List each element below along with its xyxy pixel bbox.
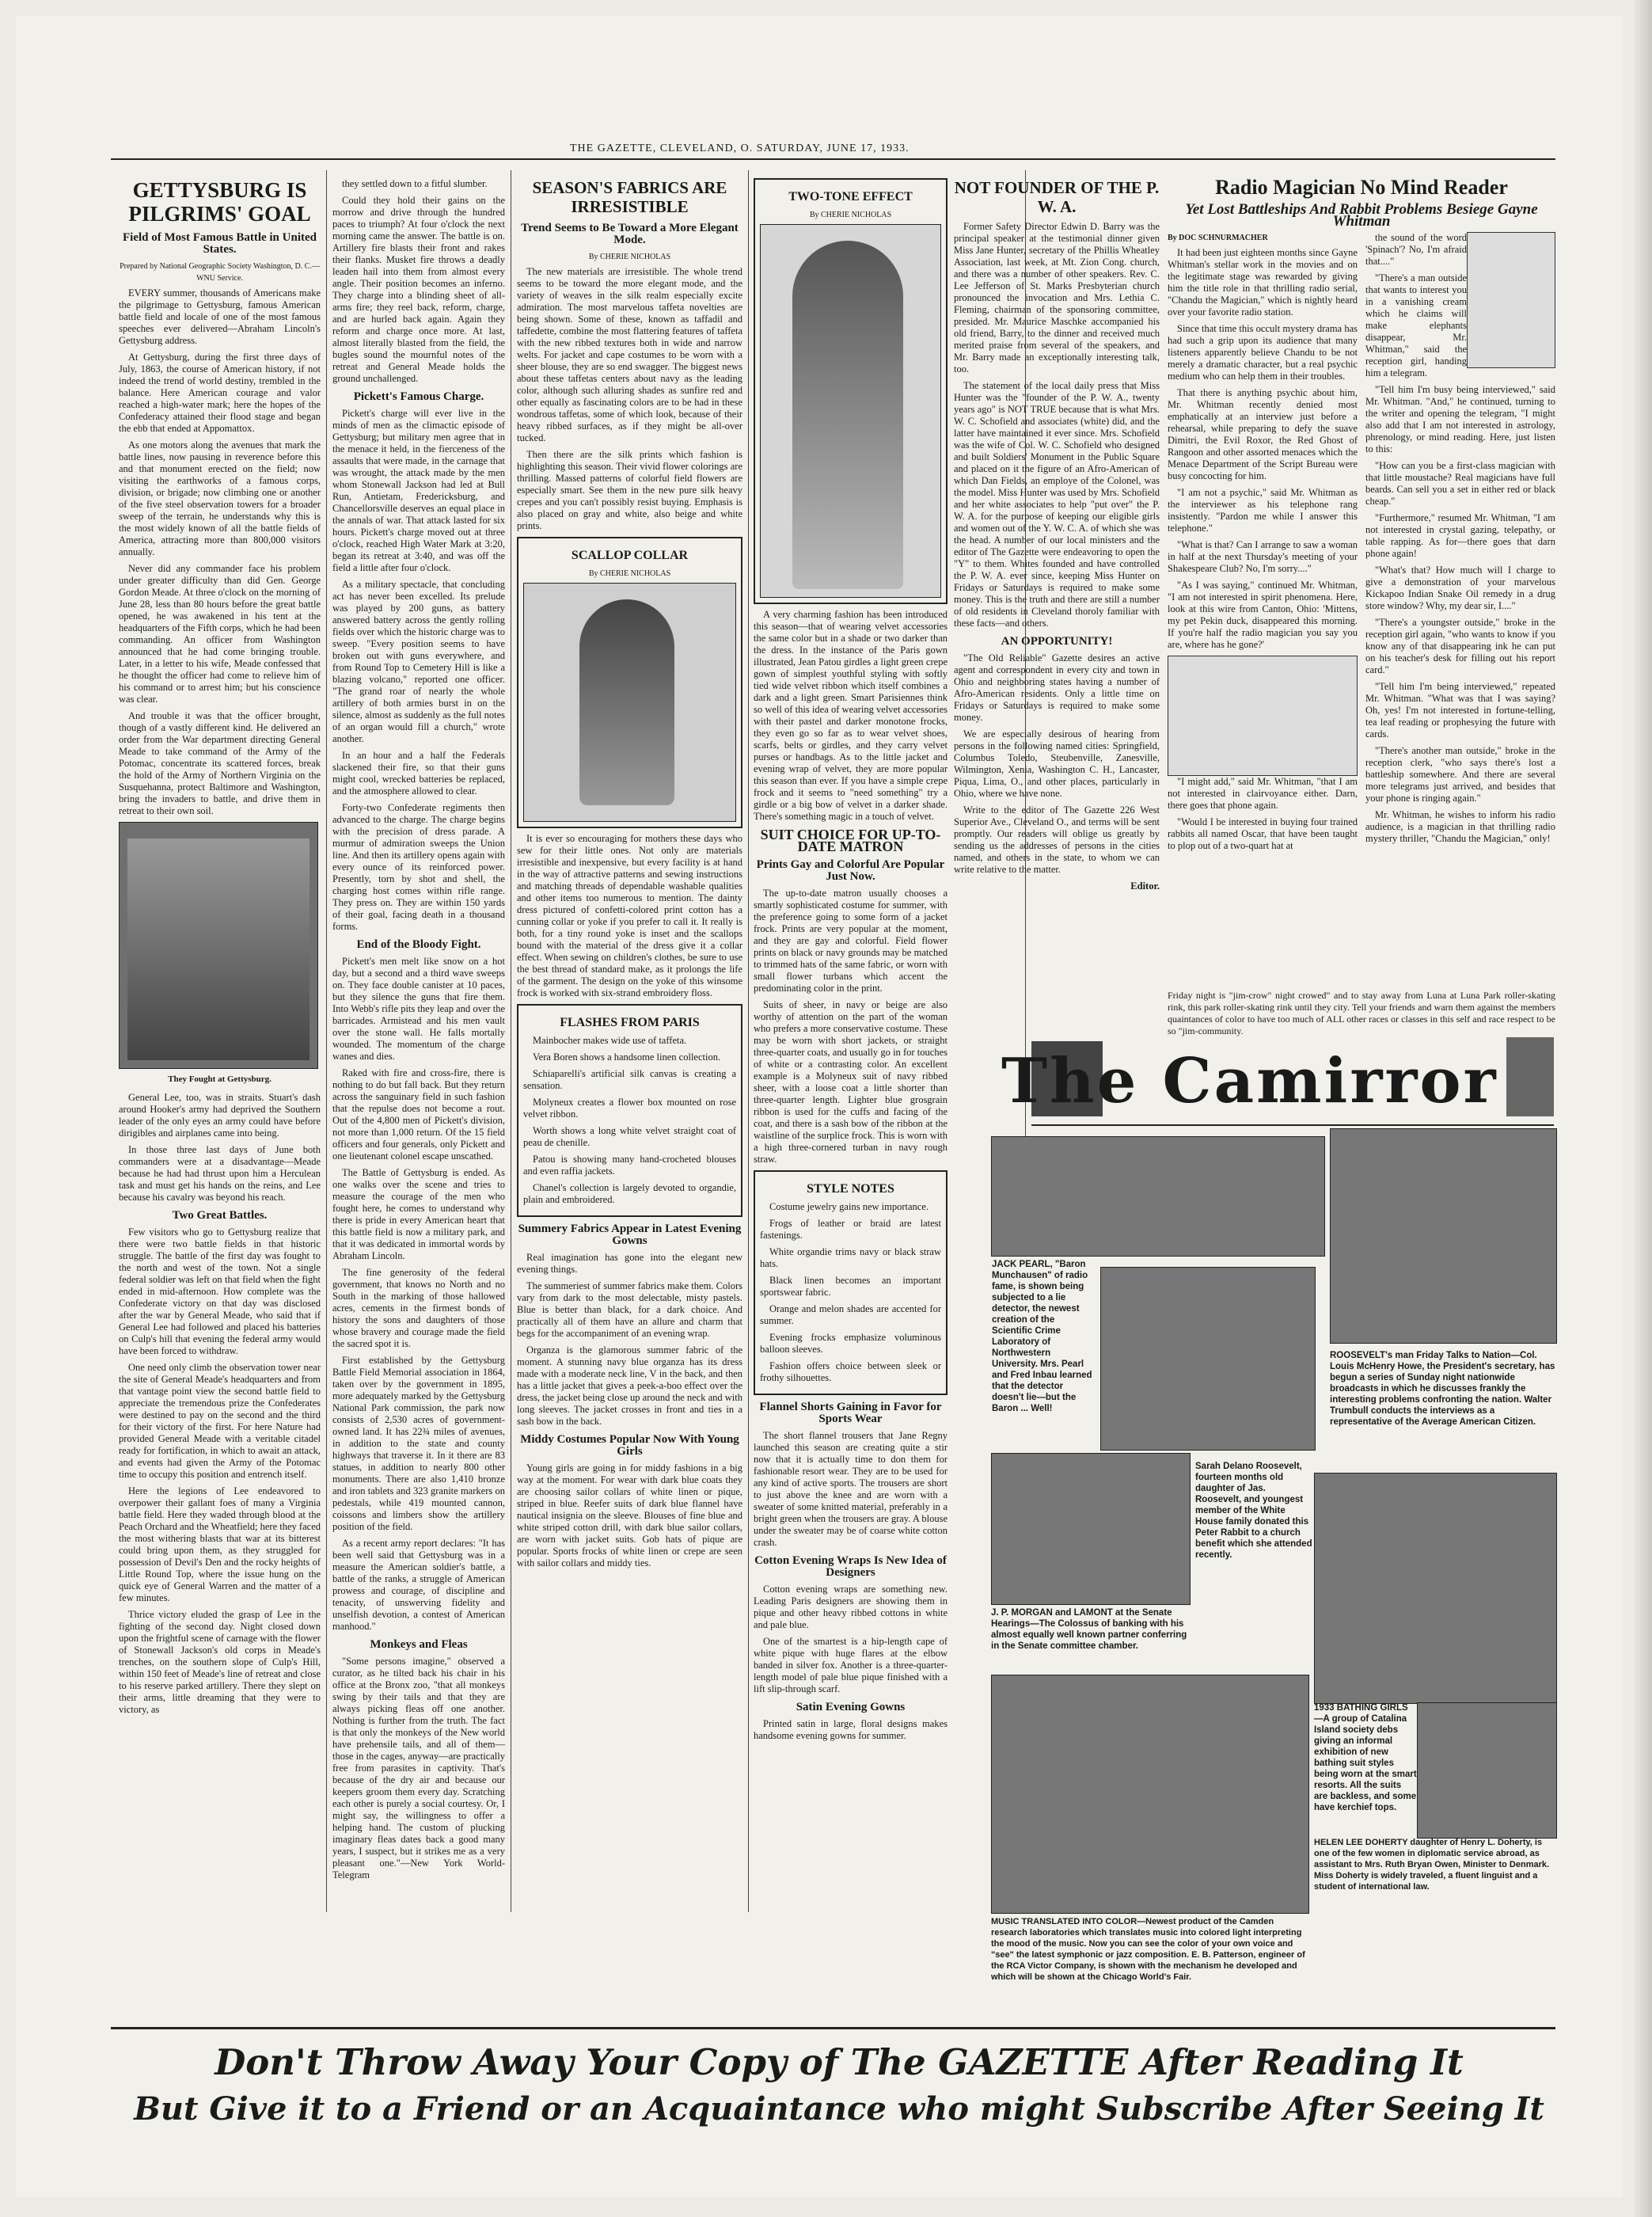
photo-helen-doherty	[1417, 1702, 1557, 1839]
box-title: STYLE NOTES	[807, 1182, 894, 1196]
list-item: Molyneux creates a flower box mounted on rose velvet ribbon.	[523, 1097, 736, 1120]
paragraph: As a military spectacle, that concluding act has never been excelled. Its prelude was played by 200 guns, as battery answered battery across the gently rolling fields over which the historic charge was to sweep. "Every position seems to have broken out with guns everywhere, and from Round Top to Cemetery Hill is like a blazing volcano," reported one officer. "The grand roar of nearly the whole artillery of both armies burst in on the silence, almost as suddenly as the full notes of an organ would fill a church," wrote another.	[332, 579, 506, 744]
paragraph: As one motors along the avenues that mark the battle lines, now pausing in reverence before this and that monument erected on the field; now visiting the earthworks of a famous corps, division, or brigade; now climbing one or another of the five steel observation towers for a broader sweep of the terrain, he understands why this is the most widely known of all the battle fields of America, attracting more than 800,000 visitors annually.	[119, 439, 321, 557]
paragraph: The new materials are irresistible. The whole trend seems to be toward the more elegant mode, and the variety of weaves in the silk realm especially excite admiration. The most marvelous taffeta novelties are being shown. Some of these, known as taffadil and taffedette, combine the most flattering features of taffeta with the new ribbed textures both in wide and narrow welts. For jacket and cape costumes to be worn with a sheer blouse, they are so end swagger. The biggest news about these taffetas centers about navy as the leading color, although such alluring shades as sunfire red and other equally as fascinating colors are to be had in these wondrous taffetas, some of which look, because of their heavy ribbed surfaces, as if they might be all-over tucked.	[517, 266, 742, 443]
list-item: Worth shows a long white velvet straight coat of peau de chenille.	[523, 1125, 736, 1148]
paragraph: One of the smartest is a hip-length cape of white pique with huge flares at the elbow banded in silver fox. Another is a three-quarter-length model of pale blue pique finished with a lift slip-through scarf.	[754, 1636, 948, 1694]
section-heading: Middy Costumes Popular Now With Young Girls	[520, 1433, 739, 1458]
paragraph: "The Old Reliable" Gazette desires an active agent and correspondent in every city and town in Ohio and neighboring states having a number of Afro-American residents. Only a little time on Fridays or Saturdays is required to make some money.	[954, 652, 1160, 723]
paragraph: "As I was saying," continued Mr. Whitman, "I am not interested in spirit phenomena. Here, look at this wire from Canton, Ohio: 'Mittens, my pet Pekin duck, disappeared this morning. If you're half the radio magician you say you are, where has he gone?'	[1168, 580, 1358, 650]
photo-sarah-roosevelt	[1100, 1267, 1316, 1451]
section-heading: Monkeys and Fleas	[370, 1638, 468, 1651]
photo-caption: They Fought at Gettysburg.	[168, 1074, 272, 1084]
article-subtitle: Field of Most Famous Battle in United States.	[123, 231, 317, 256]
box-byline: By CHERIE NICHOLAS	[809, 211, 892, 219]
paragraph: they settled down to a fitful slumber.	[342, 178, 488, 189]
paragraph: At Gettysburg, during the first three days of July, 1863, the course of American history, if not indeed the trend of world destiny, trembled in the balance. Here American courage and valor reached a high-water mark; here the hopes of the Confederacy attained their flood stage and began the ebb that ended at Appomattox.	[119, 352, 321, 434]
article-byline: By CHERIE NICHOLAS	[588, 253, 671, 261]
caption-jack-pearl: JACK PEARL, "Baron Munchausen" of radio fame, is shown being subjected to a lie detector, the newest creation of the Scientific Crime Laboratory of Northwestern University. Mrs. Pearl and Fred Inbau learned that the detector doesn't lie—but the Baron ... Well!	[992, 1260, 1092, 1413]
paragraph: Real imagination has gone into the elegant new evening things.	[517, 1252, 742, 1275]
paragraph: General Lee, too, was in straits. Stuart's dash around Hooker's army had deprived the Southern leader of the only eyes an army could have before dirigibles and airplanes came into being.	[119, 1092, 321, 1139]
column-rule	[748, 170, 749, 1912]
paragraph: A very charming fashion has been introduced this season—that of wearing velvet accessories the same color but in a shade or two darker than the dress. In the instance of the Paris gown illustrated, Jean Patou girdles a light green crepe gown of simplest youthful styling with softly tied wide velvet ribbon which itself combines a dark and a light green. Smart Parisiennes think so well of this idea of wearing velvet accessories with their pastel and darker monotone frocks, they even go so far as to wear velvet shoes, scarfs, belts or girdles, and they carry velvet purses or handbags. As to the little jacket and evening wrap of velvet, they are more popular this season than ever. If you have a simple crepe frock and it seems to "need something" try a girdle or a big bow of velvet in a darker shade. There's something magic in a touch of velvet.	[754, 609, 948, 822]
photo-woman-gown	[760, 224, 941, 598]
paragraph: Pickett's charge will ever live in the minds of men as the climactic episode of Gettysburg; but military men agree that in the menace it held, in the fierceness of the assaults that were made, in the carnage that was wrought, the attack made by the men whom Stonewall Jackson had led at Bull Run, Antietam, Fredericksburg, and Chancellorsville deserves an equal place in the annals of war. That attack lasted for six hours. Pickett's charge moved out at three o'clock, reached High Water Mark at 3:20, began its retreat at 3:40, and was off the field a little after four o'clock.	[332, 408, 505, 573]
caption-helen-doherty: HELEN LEE DOHERTY daughter of Henry L. Doherty, is one of the few women in diplomatic service abroad, as assistant to Mrs. Ruth Bryan Owen, Minister to Denmark. Miss Doherty is widely traveled, a fluent linguist and a student of international law.	[1314, 1838, 1550, 1892]
paragraph: "Tell him I'm being interviewed," repeated Mr. Whitman. "What was that I was saying? Oh, yes! I'm not interested in fortune-telling, tea leaf reading or prophesying the future with cards.	[1365, 681, 1555, 740]
article-title: NOT FOUNDER OF THE P. W. A.	[954, 178, 1160, 216]
section-subheading: Prints Gay and Colorful Are Popular Just Now.	[756, 858, 945, 883]
list-item: Evening frocks emphasize voluminous balloon sleeves.	[760, 1332, 941, 1355]
camirror-title: The Camirror	[1001, 1045, 1498, 1117]
style-notes-box	[754, 1170, 948, 1395]
paragraph: The statement of the local daily press that Miss Hunter was the "founder of the P. W. A., twenty years ago" is NOT TRUE because that is what Mrs. W. C. Schofield and associates (white) did, and the latter have maintained it ever since. Mrs. Schofield was the wife of Col. W. C. Schofield who designed and built Soldiers' Monument in the Public Square and placed on it the figure of an Afro-American of which Dan Fields, an employe of the Colonel, was the model. Miss Hunter was used by Mrs. Schofield and her white associates to help "put over" the P. W. A. for the purpose of keeping our eligible girls and women out of the Y. W. C. A. of which she was the head. A number of our local ministers and the editor of The Gazette were endeavoring to open the "Y" to them. Whites founded and have controlled the P. W. A. ever since, keeping Miss Hunter on Fridays or Saturdays is required to make some money. This is the truth and there are still a number of old residents in Cleveland thoroly familiar with these facts—and others.	[954, 380, 1160, 629]
list-item: Schiaparelli's artificial silk canvas is creating a sensation.	[523, 1068, 736, 1091]
photo-bathing-girls	[1314, 1473, 1557, 1704]
paragraph: Few visitors who go to Gettysburg realize that there were two battle fields in that historic struggle. The battle of the first day was fought to the north and west of the town. Not a single federal soldier was left on that field when the fight ended in mid-afternoon. How complete was the Confederate victory on that day was disclosed after the war by General Meade, who said that if General Lee had followed and placed his batteries on Culp's hill that evening the federal army would have been forced to withdraw.	[119, 1226, 321, 1356]
list-item: Costume jewelry gains new importance.	[769, 1201, 929, 1212]
paragraph: "How can you be a first-class magician with that little moustache? Real magicians have full beards. Can sell you a set in either red or black cheap."	[1365, 460, 1555, 507]
top-rule	[111, 158, 1555, 160]
paragraph: Forty-two Confederate regiments then advanced to the charge. The charge begins with the precision of dress parade. A murmur of admiration sweeps the Union line. And then its artillery opens again with every ounce of its reinforced power. Presently, torn by shot and shell, the charging host comes within rifle range. They press on. They are within 150 yards of their goal, facing death in a thousand forms.	[332, 802, 505, 932]
paragraph: Cotton evening wraps are something new. Leading Paris designers are showing them in pique and other heavy ribbed cottons in white and pale blue.	[754, 1584, 948, 1630]
paragraph: the sound of the word 'Spinach'? No, I'm afraid that...."	[1365, 232, 1467, 267]
box-byline: By CHERIE NICHOLAS	[588, 569, 671, 578]
paragraph: "There's a man outside that wants to interest you in a vanishing cream which he claims will make elephants disappear, Mr. Whitman," said the reception girl, handing him a telegram.	[1365, 272, 1467, 378]
paragraph: "Some persons imagine," observed a curator, as he tilted back his chair in his office at the Bronx zoo, "that all monkeys swing by their tails and that they are always picking fleas off one another. Nothing is further from the truth. The fact is that only the monkeys of the New world have prehensile tails, and all of them—those in the cages, anyway—are practically free from parasites in captivity. That's because of the dry air and because our keepers groom them every day. Scratching each other is purely a social courtesy. Or, I might say, the willingness to offer a helping hand. The custom of plucking imaginary fleas dates back a good many years, I suspect, but it strikes me as a very pleasant one."—New York World-Telegram	[332, 1656, 505, 1880]
paragraph: Since that time this occult mystery drama has had such a grip upon its audience that many listeners apparently believe Chandu to be not merely a dramatic character, but a real psychic medium who can help them in their troubles.	[1168, 323, 1358, 382]
paragraph: "What is that? Can I arrange to saw a woman in half at the next Thursday's meeting of your Shakespeare Club? No, I'm sorry...."	[1168, 539, 1358, 574]
paragraph: The fine generosity of the federal government, that knows no North and no South in the marking of those hallowed acres, cements in the firmest bonds of history the sons and daughters of those whose bravery and courage made the field the sacred spot it is.	[332, 1267, 505, 1349]
paragraph: Organza is the glamorous summer fabric of the moment. A stunning navy blue organza has its dress made with a moderate neck line, V in the back, and then has a little jacket that gives a peek-a-boo effect over the dress, the jacket being close up around the neck and with long sleeves. The jacket crosses in front and ties in a sash bow in the back.	[517, 1344, 742, 1427]
paragraph: Thrice victory eluded the grasp of Lee in the fighting of the second day. Night closed down upon the frightful scene of carnage with the flower of Stonewall Jackson's old corps in Meade's trenches, on the southern slope of Culp's Hill, within 150 feet of Meade's line of retreat and close to his reserve parked artillery. There they slept on their arms, little dreaming that they were to victory, as	[119, 1609, 321, 1715]
paragraph: Suits of sheer, in navy or beige are also worthy of attention on the part of the woman who prefers a more conservative costume. These may be worn with short jackets, or straight three-quarter coats, and usually go in for touches of white or a contrasting color. An excellent example is a Molyneux suit of navy ribbed sheer, with a loose coat a little shorter than three-quarter length. Lighter blue grosgrain ribbon is used for the cuffs and facing of the coat, and there is a sash bow of the ribbon at the waistline of the surplice frock. This is worn with a high three-cornered turban in navy rough straw.	[754, 999, 948, 1165]
paragraph: Write to the editor of The Gazette 226 West Superior Ave., Cleveland O., and terms will be sent promptly. Our readers will oblige us greatly by sending us the addresses of persons in the cities named, and others in the state, to whom we can write relative to the matter.	[954, 804, 1160, 875]
photo-gettysburg-veterans	[119, 822, 318, 1069]
caption-sarah-roosevelt: Sarah Delano Roosevelt, fourteen months old daughter of Jas. Roosevelt, and youngest member of the White House family donated this Peter Rabbit to a church benefit which she attended recently.	[1195, 1462, 1312, 1560]
section-heading: Flannel Shorts Gaining in Favor for Sports Wear	[759, 1401, 942, 1425]
paragraph: The up-to-date matron usually chooses a smartly sophisticated costume for summer, with the preference going to some form of a jacket frock. Prints are very popular at the moment, and they are gay and colorful. Field flower prints on black or navy grounds may be matched to trimmed hats of the same fabric, or worn with small flower turbans which accent the predominating color in the print.	[754, 888, 948, 994]
paragraph: In an hour and a half the Federals slackened their fire, so that their guns might cool, wrecked batteries be replaced, and the atmosphere allowed to clear.	[332, 750, 505, 797]
box-title: FLASHES FROM PARIS	[560, 1016, 700, 1029]
article-subtitle: Trend Seems to Be Toward a More Elegant Mode.	[521, 222, 739, 246]
paragraph: Mr. Whitman, he wishes to inform his radio audience, is a magician in that thrilling radio mystery thriller, "Chandu the Magician," only!	[1365, 809, 1555, 844]
paragraph: "There's another man outside," broke in the reception clerk, "who says there's lost a battleship somewhere. And there are several more telegrams just arrived, and besides that your phone is ringing again."	[1365, 745, 1555, 804]
paragraph: EVERY summer, thousands of Americans make the pilgrimage to Gettysburg, famous American battle field and locale of one of the most famous speeches ever delivered—Abraham Lincoln's Gettysburg address.	[119, 287, 321, 346]
section-heading: Two Great Battles.	[172, 1209, 268, 1222]
paragraph: Pickett's men melt like snow on a hot day, but a second and a third wave sweeps on. They face double canister at 10 paces, but they silence the guns that fire them. Into Webb's rifle pits they leap and over the barricades. Armistead and his men vault over the stone wall. He falls mortally wounded. The momentum of the charge wanes and dies.	[332, 956, 505, 1062]
column-gettysburg	[119, 178, 321, 1920]
list-item: Frogs of leather or braid are latest fastenings.	[760, 1218, 941, 1241]
article-byline: By DOC SCHNURMACHER	[1168, 234, 1268, 242]
banner-line-1: Don't Throw Away Your Copy of The GAZETTE After Reading It	[215, 2041, 1464, 2083]
list-item: Vera Boren shows a handsome linen collection.	[533, 1051, 721, 1063]
photo-morgan-lamont	[991, 1453, 1191, 1605]
photo-jack-pearl	[991, 1136, 1325, 1257]
column-fabrics	[517, 178, 742, 1920]
paragraph: One need only climb the observation tower near the site of General Meade's headquarters and from that vantage point view the second battle field to appreciate the tremendous prize the Confederates were destined to pay on the second and the third for their victory of the first. For here Nature had provided General Meade with a veritable citadel ready for fortification, in which to await an attack, and events had given the Army of the Potomac time to occupy this position and entrench itself.	[119, 1362, 321, 1480]
paragraph: "Furthermore," resumed Mr. Whitman, "I am not interested in crystal gazing, telepathy, or table rapping. As for—there goes that darn phone again!	[1365, 512, 1555, 559]
article-credit: Prepared by National Geographic Society Washington, D. C.—WNU Service.	[120, 262, 320, 283]
section-heading: AN OPPORTUNITY!	[1001, 635, 1113, 648]
paragraph: Young girls are going in for middy fashions in a big way at the moment. For wear with dark blue coats they are choosing sailor collars of white linen or pique, striped in blue. Reefer suits of dark blue flannel have nautical insignia on the sleeve. Blouses of fine blue and white striped cotton drill, with dark blue sailor collars, are worn with jacket suits. Gob hats of pique are popular. Sports frocks of white linen or crepe are seen with sailor collars and middy ties.	[517, 1462, 742, 1569]
paragraph: The short flannel trousers that Jane Regny launched this season are creating quite a stir now that it is actually time to don them for fashionable resort wear. They are to be used for any kind of active sports. The trousers are short to just above the knee and are worn with a sweater of some knitted material, preferably in a bright green when the trousers are gray. A blouse under the sweater may be of coarse white cotton crash.	[754, 1430, 948, 1548]
caption-music-color: MUSIC TRANSLATED INTO COLOR—Newest product of the Camden research laboratories which translates music into colored light interpreting the mood of the music. Now you can see the color of your own voice and "see" the latest symphonic or jazz composition. E. B. Patterson, engineer of the RCA Victor Company, is shown with the mechanism he developed and which will be shown at the Chicago World's Fair.	[991, 1917, 1305, 1982]
paragraph: Never did any commander face his problem under greater difficulty than did Gen. George Gordon Meade. At three o'clock on the morning of June 28, less than 80 hours before the great battle opened, he was awakened in his tent at the headquarters of the Fifth corps, which he had been commanding. An officer from Washington announced that he had come bringing trouble. Later, in a letter to his wife, Meade confessed that he thought the officer had come to relieve him of his command or to arrest him; but his conscience was clear.	[119, 563, 321, 705]
page-edge	[1635, 0, 1652, 2217]
photo-girl-dress	[523, 583, 736, 822]
box-title: TWO-TONE EFFECT	[788, 190, 913, 203]
paragraph: Could they hold their gains on the morrow and drive through the hundred paces to triumph? At four o'clock the next morning came the answer. The battle is on. Artillery fire blasts their front and rakes their flanks. Musket fire throws a deadly leaden hail into them from almost every angle. Their position becomes an inferno. They charge into a blinding sheet of all-arms fire; they reel back, reform, charge, and are hurled back again. Again they reform and charge once more. At last, almost literally blasted from the field, the bugles sound the mournful notes of the retreat and General Meade holds the ground unchallenged.	[332, 195, 505, 384]
box-title: SCALLOP COLLAR	[571, 549, 689, 562]
cartoon-illustration	[1168, 656, 1358, 776]
caption-roosevelt-man-friday: ROOSEVELT's man Friday Talks to Nation—Col. Louis McHenry Howe, the President's secretary, has begun a series of Sunday night nationwide broadcasts in which he discusses frankly the interesting problems confronting the nation. Walter Trumbull conducts the interviews as a representative of the Average American Citizen.	[1330, 1351, 1555, 1427]
paragraph: "I am not a psychic," said Mr. Whitman as the interviewer as his telephone rang insistently. "Pardon me while I answer this telephone."	[1168, 487, 1358, 534]
banner-line-2: But Give it to a Friend or an Acquaintance who might Subscribe After Seeing It	[134, 2090, 1544, 2128]
article-subtitle: Yet Lost Battleships And Rabbit Problems Besiege Gayne Whitman	[1185, 201, 1538, 230]
paragraph: First established by the Gettysburg Battle Field Memorial association in 1864, taken over by the government in 1895, more adequately marked by the Gettysburg National Park commission, the park now consists of 2,530 acres of government-owned land. It has 22¾ miles of avenues, in addition to the state and county highways that traverse it. In it there are 83 statues, in addition to nearly 800 other monuments. There are also 1,410 bronze and iron tablets and 323 granite markers on pedestals, while 419 mounted cannon, coissons and limbers show the artillery position of the field.	[332, 1355, 505, 1532]
banner-rule	[111, 2027, 1555, 2029]
camera-icon	[1506, 1037, 1554, 1116]
list-item: Black linen becomes an important sportswear fabric.	[760, 1275, 941, 1298]
paragraph: Former Safety Director Edwin D. Barry was the principal speaker at the testimonial dinner given Miss Jane Hunter, secretary of the Phillis Wheatley Association, last week, at Mt. Zion Cong. church, and there was a number of other speakers. Rev. C. Lee Jefferson of St. Marks Presbyterian church pronounced the invocation and Mrs. Lethia C. Fleming, chairman of the sponsoring committee, presided. Mr. Maurice Maschke accompanied his old friend, Barry, to the dinner and received much merited praise from several of the speakers, and Mr. Barry made an exceptionally interesting talk, too.	[954, 221, 1160, 375]
scallop-collar-box	[517, 537, 742, 828]
flashes-box	[517, 1004, 742, 1217]
list-item: Orange and melon shades are accented for summer.	[760, 1303, 941, 1326]
paragraph: Raked with fire and cross-fire, there is nothing to do but fall back. But they return across the sanguinary field in such fashion that the repulse does not become a rout. Out of the 4,800 men of Pickett's division, not more than 1,000 return. Of the 15 field officers and four generals, only Pickett and one lieutenant colonel escape unscathed.	[332, 1067, 505, 1162]
photo-music-color	[991, 1675, 1309, 1914]
section-heading: Cotton Evening Wraps Is New Idea of Designers	[754, 1554, 947, 1579]
dateline: THE GAZETTE, CLEVELAND, O. SATURDAY, JUNE 17, 1933.	[570, 143, 910, 154]
paragraph: The Battle of Gettysburg is ended. As one walks over the scene and tries to measure the courage of the men who fought here, he comes to understand why there is pride in every American heart that this battle field is now a military park, and that it was dedicated in immortal words by Abraham Lincoln.	[332, 1167, 505, 1261]
radio-article	[1168, 178, 1555, 1010]
paragraph: Printed satin in large, floral designs makes handsome evening gowns for summer.	[754, 1718, 948, 1741]
paragraph: "What's that? How much will I charge to give a demonstration of your marvelous Kickapoo Indian Snake Oil remedy in a drug store window? Why, my dear sir, I...."	[1365, 565, 1555, 611]
paragraph: The summeriest of summer fabrics make them. Colors vary from dark to the most delectable, misty pastels. Blue is better than black, for a dark choice. And practically all of them have an allure and charm that begs for the accompaniment of an evening wrap.	[517, 1280, 742, 1339]
paragraph: "There's a youngster outside," broke in the reception girl again, "who wants to know if you know any of that disappearing ink he can put on his teacher's desk for filling out his report card."	[1365, 617, 1555, 675]
paragraph: It is ever so encouraging for mothers these days who sew for their little ones. Not only are materials irresistible and inexpensive, but every facility is at hand in the way of attractive patterns and sewing instructions and matching threads of dependable washable qualities and other items too numerous to mention. The dainty dress pictured of confetti-colored print cotton has a cunning collar or yoke if you prefer to call it. It really is both, for a tiny round yoke is inset and the scallops bound with the material of the dress give it a collar effect. When sewing on children's clothes, be sure to use the best thread of standard make, as it prolongs the life of the garment. The design on the yoke of this winsome frock is worked with six-strand embroidery floss.	[517, 833, 742, 998]
paragraph: "Tell him I'm busy being interviewed," said Mr. Whitman. "And," he continued, turning to the writer and opening the telegram, "I might also add that I am not interested in astrology, phrenology, or mind reading. Here, just listen to this:	[1365, 384, 1555, 454]
section-heading: End of the Bloody Fight.	[356, 938, 481, 951]
article-title: Radio Magician No Mind Reader	[1215, 176, 1508, 199]
paragraph: As a recent army report declares: "It has been well said that Gettysburg was in a measure the American soldier's battle, a battle of the ranks, a struggle of American prowess and courage, of discipline and tenacity, of unswerving fidelity and unselfish devotion, a contest of American manhood."	[332, 1538, 505, 1632]
paragraph: "Would I be interested in buying four trained rabbits all named Oscar, that have been taught to plop out of a two-quart hat at	[1168, 816, 1358, 851]
caption-bathing-girls: 1933 BATHING GIRLS—A group of Catalina Island society debs giving an informal exhibition of new bathing suit styles being worn at the smart resorts. All the suits are backless, and some have kerchief tops.	[1314, 1703, 1417, 1812]
list-item: Mainbocher makes wide use of taffeta.	[533, 1035, 687, 1046]
paragraph: It had been just eighteen months since Gayne Whitman's stellar work in the movies and on the legitimate stage was rewarded by giving him the title role in that thrilling radio serial, "Chandu the Magician," which is nightly heard over your favorite radio station.	[1168, 247, 1358, 318]
paragraph: "I might add," said Mr. Whitman, "that I am not interested in clairvoyance either. Darn, there goes that phone again.	[1168, 776, 1358, 811]
paragraph: That there is anything psychic about him, Mr. Whitman recently denied most emphatically at an interview just before a rehearsal, while preparing to defy the suave Dimitri, the Evil Roxor, the Red Ghost of Rangoon and other assorted menaces which the Menace Department of the Script Bureau were busy concocting for him.	[1168, 387, 1358, 481]
section-heading: Summery Fabrics Appear in Latest Evening Gowns	[518, 1223, 742, 1247]
list-item: Chanel's collection is largely devoted to organdie, plain and embroidered.	[523, 1182, 736, 1205]
paragraph: We are especially desirous of hearing from persons in the following named cities: Springfield, Columbus Toledo, Steubenville, Zanesville, Wilmington, Xenia, Washington C. H., Lancaster, Piqua, Lima, O., and other places, particularly in Ohio, where we have none.	[954, 728, 1160, 799]
notice-text: Friday night is "jim-crow" night crowed" and to stay away from Luna at Luna Park roller-skating rink, this park roller-skating rink until they city. Tell your friends and warn them against the members quaintances of color to have too much of ALL other races or classes in this self and race respect to be so "jim-community.	[1168, 990, 1555, 1036]
paragraph: In those three last days of June both commanders were at a disadvantage—Meade because he had had thrust upon him a Herculean task and must get his hands on the reins, and Lee because his cavalry was beyond his reach.	[119, 1144, 321, 1203]
paragraph: Then there are the silk prints which fashion is highlighting this season. Their vivid flower colorings are thrilling. Massed patterns of colorful field flowers are especially smart. See them in the new pure silk heavy crepes and you can't possibly resist buying. Emphasis is also placed on gray and white, also beige and white prints.	[517, 449, 742, 531]
list-item: Fashion offers choice between sleek or frothy silhouettes.	[760, 1360, 941, 1383]
column-gettysburg-continued	[332, 178, 505, 1920]
column-rule	[326, 170, 327, 1912]
cartoon-illustration	[1467, 232, 1555, 368]
paragraph: And trouble it was that the officer brought, though of a vastly different kind. He delivered an order from the War department directing General Meade to take command of the Army of the Potomac, concentrate its scattered forces, break the hold of the Army of Northern Virginia on the Susquehanna, protect Baltimore and Washington, bring the invaders to battle, and drive them in retreat to their own soil.	[119, 710, 321, 816]
section-heading: Pickett's Famous Charge.	[353, 390, 484, 403]
column-two-tone	[754, 178, 948, 1920]
list-item: Patou is showing many hand-crocheted blouses and even raffia jackets.	[523, 1154, 736, 1177]
section-heading: SUIT CHOICE FOR UP-TO-DATE MATRON	[760, 827, 941, 854]
signature: Editor.	[1130, 880, 1160, 892]
article-title: GETTYSBURG IS PILGRIMS' GOAL	[128, 178, 311, 226]
caption-morgan-lamont: J. P. MORGAN and LAMONT at the Senate Hearings—The Colossus of banking with his almost equally well known partner conferring in the Senate committee chamber.	[991, 1608, 1187, 1651]
paragraph: Here the legions of Lee endeavored to overpower their gallant foes of many a Virginia battle field. Here they waded through blood at the Peach Orchard and the Wheatfield; here they faced the most withering blasts that war at its bitterest could bring upon them, as they struggled for possession of Devil's Den and the rocky heights of Little Round Top, where the issue hung on the quick eye of General Warren and the matter of a few minutes.	[119, 1485, 321, 1603]
two-tone-box	[754, 178, 948, 604]
list-item: White organdie trims navy or black straw hats.	[760, 1246, 941, 1269]
article-title: SEASON'S FABRICS ARE IRRESISTIBLE	[532, 178, 727, 216]
photo-louis-howe	[1330, 1128, 1557, 1344]
section-heading: Satin Evening Gowns	[796, 1701, 906, 1713]
